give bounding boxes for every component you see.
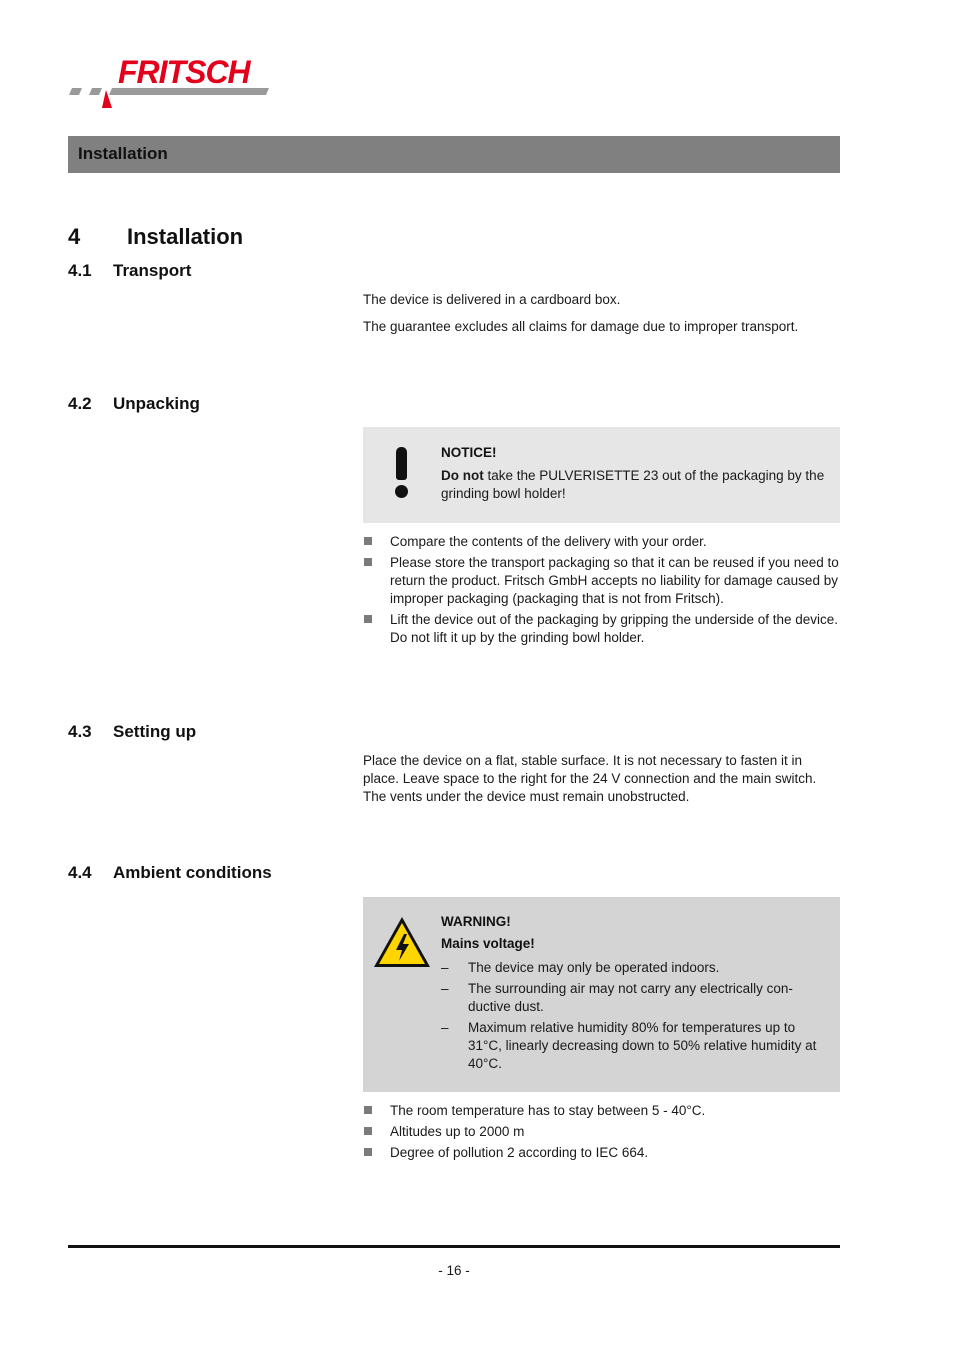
unpacking-bullet-list — [363, 533, 841, 650]
transport-paragraph-2: The guarantee excludes all claims for damage due to improper transport. — [363, 319, 799, 334]
section-title: Transport — [113, 261, 192, 280]
warning-title: WARNING! — [441, 914, 511, 929]
fritsch-logo-graphic — [66, 52, 286, 114]
square-bullet-icon — [364, 615, 372, 623]
setting-up-paragraph: Place the device on a flat, stable surface. It is not necessary to fasten it in place. Leave space to the right for the 24 V connection and the main switch. The vents under the device must remain unobstructed. — [363, 753, 817, 804]
notice-bold-lead: Do not — [441, 468, 484, 483]
section-number: 4.4 — [68, 863, 92, 882]
list-item: Please store the transport packaging so that it can be reused if you need to return the product. Fritsch GmbH accepts no liability for damage caused by improper packaging (packaging that is not from Fritsch). — [363, 554, 841, 608]
notice-body: take the PULVERISETTE 23 out of the packaging by the grinding bowl holder! — [441, 468, 825, 501]
list-item: – The surrounding air may not carry any electrically con-ductive dust. — [441, 981, 793, 1014]
warning-dash-list — [441, 959, 826, 1076]
footer-divider — [68, 1245, 840, 1248]
exclamation-icon — [393, 447, 413, 499]
square-bullet-icon — [364, 558, 372, 566]
section-heading-unpacking — [68, 394, 200, 414]
ambient-bullet-list — [363, 1102, 841, 1165]
fritsch-logo — [66, 52, 286, 114]
section-title: Unpacking — [113, 394, 200, 413]
list-item: – The device may only be operated indoors. — [441, 960, 720, 975]
square-bullet-icon — [364, 1106, 372, 1114]
chapter-number: 4 — [68, 224, 81, 249]
list-item: Altitudes up to 2000 m — [363, 1123, 841, 1141]
logo-wordmark: FRITSCH — [118, 54, 250, 90]
section-number: 4.3 — [68, 722, 92, 741]
section-title: Setting up — [113, 722, 197, 741]
section-heading-ambient-conditions — [68, 863, 272, 883]
square-bullet-icon — [364, 537, 372, 545]
section-title: Ambient conditions — [113, 863, 272, 882]
chapter-heading — [68, 224, 243, 250]
list-item: Compare the contents of the delivery with your order. — [363, 533, 841, 551]
square-bullet-icon — [364, 1148, 372, 1156]
warning-subtitle: Mains voltage! — [441, 936, 535, 951]
list-item: Degree of pollution 2 according to IEC 664. — [363, 1144, 841, 1162]
section-header-bar — [68, 136, 840, 173]
chapter-title: Installation — [127, 224, 244, 249]
list-item: The room temperature has to stay between 5 - 40°C. — [363, 1102, 841, 1120]
section-heading-transport — [68, 261, 191, 281]
section-header-title: Installation — [78, 144, 168, 163]
square-bullet-icon — [364, 1127, 372, 1135]
section-heading-setting-up — [68, 722, 196, 742]
section-number: 4.1 — [68, 261, 92, 280]
page-number: - 16 - — [438, 1263, 470, 1278]
notice-title: NOTICE! — [441, 445, 497, 460]
transport-paragraph-1: The device is delivered in a cardboard box. — [363, 292, 621, 307]
list-item: Lift the device out of the packaging by gripping the underside of the device. Do not lift it up by the grinding bowl holder. — [363, 611, 841, 647]
high-voltage-warning-icon — [372, 915, 432, 969]
list-item: – Maximum relative humidity 80% for temperatures up to 31°C, linearly decreasing down to 50% relative humidity at 40°C. — [441, 1020, 817, 1071]
notice-text — [441, 467, 831, 503]
section-number: 4.2 — [68, 394, 92, 413]
